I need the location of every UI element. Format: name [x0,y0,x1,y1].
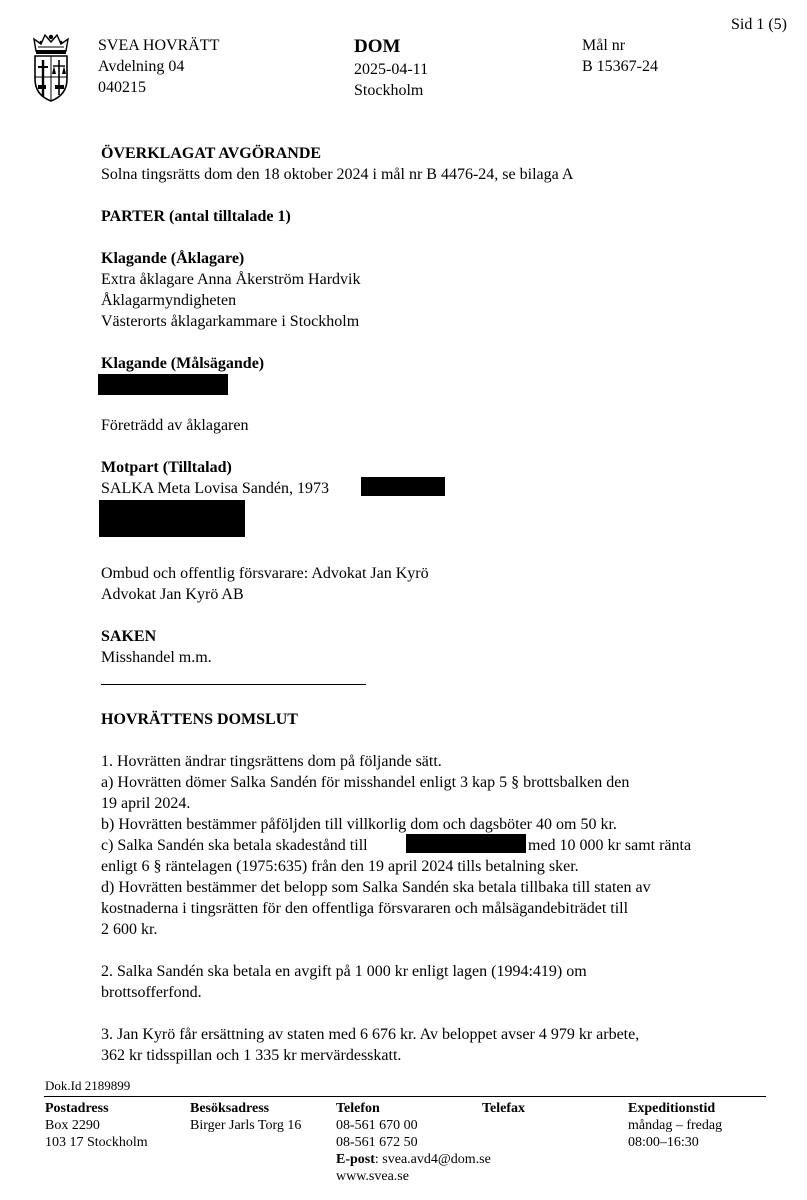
verdict-line: 3. Jan Kyrö får ersättning av staten med 6 676 kr. Av beloppet avser 4 979 kr arbete, [101,1026,640,1043]
court-code: 040215 [98,79,146,96]
parties-heading: PARTER (antal tilltalade 1) [101,208,291,225]
defendant-heading: Motpart (Tilltalad) [101,459,232,476]
represented-by: Företrädd av åklagaren [101,417,249,434]
verdict-line: brottsofferfond. [101,984,202,1001]
court-name: SVEA HOVRÄTT [98,37,220,54]
defendant-name: SALKA Meta Lovisa Sandén, 1973 [101,480,329,497]
hours-time: 08:00–16:30 [628,1135,699,1150]
matter-text: Misshandel m.m. [101,649,212,666]
hours-days: måndag – fredag [628,1118,723,1133]
document-date: 2025-04-11 [354,61,429,78]
visit-label: Besöksadress [190,1101,270,1116]
footer-divider [44,1096,766,1097]
postal-city: 103 17 Stockholm [45,1135,148,1150]
verdict-line: a) Hovrätten dömer Salka Sandén för misshandel enligt 3 kap 5 § brottsbalken den [101,774,630,791]
court-crest-icon [30,33,72,103]
verdict-line: 1. Hovrätten ändrar tingsrättens dom på följande sätt. [101,753,442,770]
document-type: DOM [354,36,401,57]
email-address[interactable]: : svea.avd4@dom.se [374,1152,491,1167]
prosecutor-office: Västerorts åklagarkammare i Stockholm [101,313,360,330]
hours-label: Expeditionstid [628,1101,716,1116]
redaction-box [406,834,526,853]
verdict-line-c-end: med 10 000 kr samt ränta [528,837,692,854]
verdict-line-c-start: c) Salka Sandén ska betala skadestånd till [101,837,368,854]
appealed-text: Solna tingsrätts dom den 18 oktober 2024 i mål nr B 4476-24, se bilaga A [101,166,574,183]
email-label: E-post [336,1152,375,1167]
redaction-box [98,374,228,395]
document-place: Stockholm [354,82,424,99]
case-number: B 15367-24 [582,58,658,75]
verdict-line: enligt 6 § räntelagen (1975:635) från den 19 april 2024 tills betalning sker. [101,858,579,875]
phone-label: Telefon [336,1101,380,1116]
appealed-heading: ÖVERKLAGAT AVGÖRANDE [101,145,322,162]
postal-box: Box 2290 [45,1118,100,1133]
court-division: Avdelning 04 [98,58,185,75]
verdict-line: 2 600 kr. [101,921,158,938]
verdict-line: 2. Salka Sandén ska betala en avgift på 1 000 kr enligt lagen (1994:419) om [101,963,587,980]
verdict-line: b) Hovrätten bestämmer påföljden till villkorlig dom och dagsböter 40 om 50 kr. [101,816,617,833]
counsel-line: Ombud och offentlig försvarare: Advokat Jan Kyrö [101,565,429,582]
postal-label: Postadress [45,1101,109,1116]
section-divider [101,684,366,685]
injured-party-heading: Klagande (Målsägande) [101,355,265,372]
phone-number: 08-561 672 50 [336,1135,418,1150]
counsel-firm: Advokat Jan Kyrö AB [101,586,244,603]
verdict-line: 362 kr tidsspillan och 1 335 kr mervärdesskatt. [101,1047,402,1064]
prosecutor-authority: Åklagarmyndigheten [101,292,237,309]
redaction-box [99,500,245,537]
phone-number: 08-561 670 00 [336,1118,418,1133]
matter-heading: SAKEN [101,628,157,645]
fax-label: Telefax [482,1101,526,1116]
document-id: Dok.Id 2189899 [45,1078,131,1093]
verdict-line: 19 april 2024. [101,795,191,812]
visit-address: Birger Jarls Torg 16 [190,1118,302,1133]
verdict-line: kostnaderna i tingsrätten för den offentliga försvararen och målsägandebiträdet till [101,900,629,917]
prosecutor-name: Extra åklagare Anna Åkerström Hardvik [101,271,361,288]
redaction-box [361,477,445,496]
prosecutor-heading: Klagande (Åklagare) [101,250,245,267]
page-number: Sid 1 (5) [731,16,787,33]
website-link[interactable]: www.svea.se [336,1169,409,1184]
verdict-heading: HOVRÄTTENS DOMSLUT [101,711,298,728]
verdict-line: d) Hovrätten bestämmer det belopp som Salka Sandén ska betala tillbaka till staten av [101,879,651,896]
case-number-label: Mål nr [582,37,626,54]
email-line [336,1151,491,1168]
